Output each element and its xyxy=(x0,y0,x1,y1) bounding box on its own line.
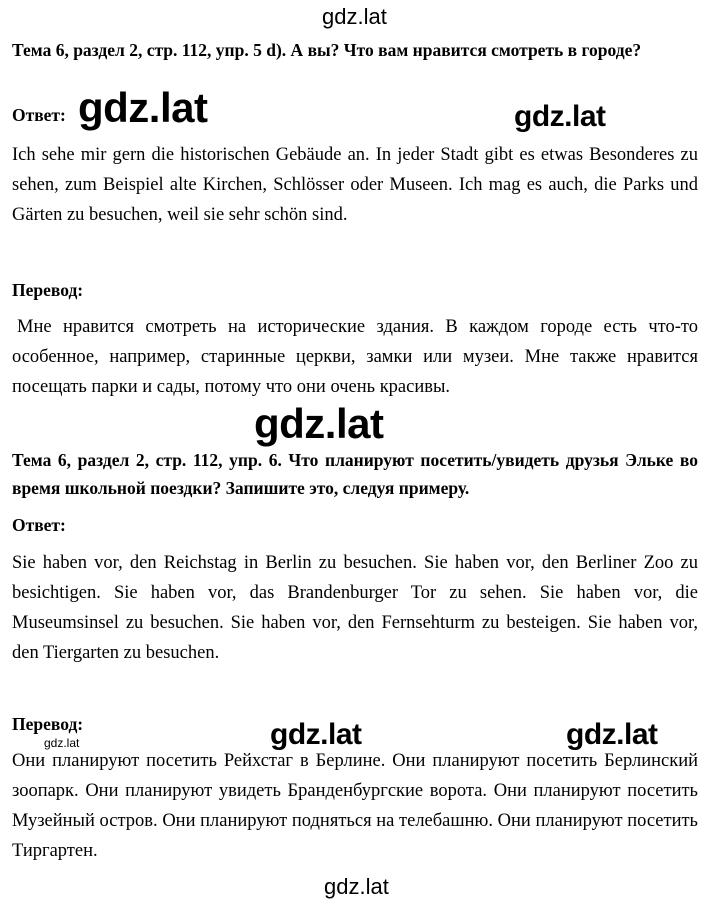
section2-heading: Тема 6, раздел 2, стр. 112, упр. 6. Что планируют посетить/увидеть друзья Эльке во время школьной поездки? Запишите это, следуя примеру. xyxy=(12,450,698,498)
watermark-center: gdz.lat xyxy=(254,400,384,447)
section2-answer-text: Sie haben vor, den Reichstag in Berlin zu besuchen. Sie haben vor, den Berliner Zoo zu besichtigen. Sie haben vor, das Brandenburger Tor zu sehen. Sie haben vor, die Museumsinsel zu besuchen. Sie haben vor, den Fernsehturm zu besteigen. Sie haben vor, den Tiergarten zu besuchen. xyxy=(12,553,698,663)
watermark-bottom: gdz.lat xyxy=(324,874,389,899)
section2-answer-label: Ответ: xyxy=(12,515,66,535)
section2-translation-label: Перевод: xyxy=(12,714,84,734)
section1-translation-label: Перевод: xyxy=(12,280,84,300)
watermark-lower-right: gdz.lat xyxy=(566,718,658,751)
watermark-lower-center: gdz.lat xyxy=(270,718,362,751)
watermark-right: gdz.lat xyxy=(514,100,606,133)
watermark-large-left: gdz.lat xyxy=(78,84,208,131)
section1-translation-text: Мне нравится смотреть на исторические здания. В каждом городе есть что-то особенное, например, старинные церкви, замки или музеи. Мне также нравится посещать парки и сады, потому что они очень красивы. xyxy=(12,317,698,397)
section1-answer-text: Ich sehe mir gern die historischen Gebäude an. In jeder Stadt gibt es etwas Besonderes zu sehen, zum Beispiel alte Kirchen, Schlösser oder Museen. Ich mag es auch, die Parks und Gärten zu besuchen, weil sie sehr schön sind. xyxy=(12,145,698,225)
watermark-top: gdz.lat xyxy=(322,4,387,29)
section1-heading: Тема 6, раздел 2, стр. 112, упр. 5 d). А вы? Что вам нравится смотреть в городе? xyxy=(12,40,642,60)
section1-answer-label: Ответ: xyxy=(12,105,66,125)
section2-translation-text: Они планируют посетить Рейхстаг в Берлине. Они планируют посетить Берлинский зоопарк. Они планируют увидеть Бранденбургские ворота. Они планируют посетить Музейный остров. Они планируют подняться на телебашню. Они планируют посетить Тиргартен. xyxy=(12,751,698,861)
watermark-tiny: gdz.lat xyxy=(44,736,80,750)
